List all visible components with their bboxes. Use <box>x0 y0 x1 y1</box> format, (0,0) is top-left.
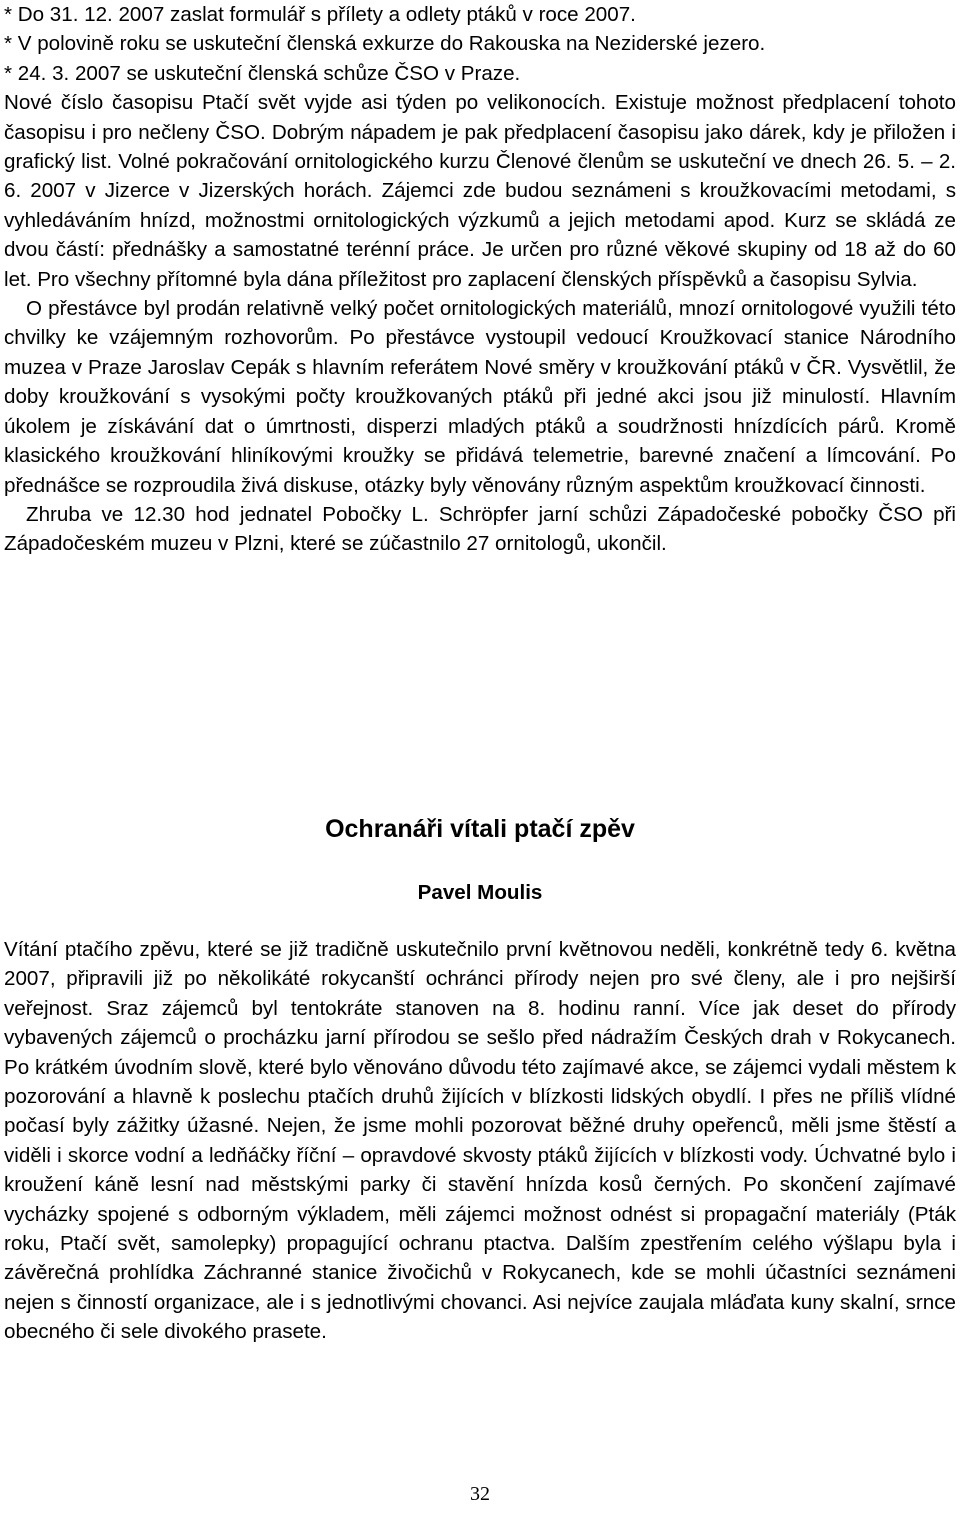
report-note-1: * Do 31. 12. 2007 zaslat formulář s přílety a odlety ptáků v roce 2007. <box>4 3 636 26</box>
article-title: Ochranáři vítali ptačí zpěv <box>325 815 635 843</box>
article-author: Pavel Moulis <box>417 881 543 904</box>
report-note-3: * 24. 3. 2007 se uskuteční členská schůze ČSO v Praze. <box>4 61 521 85</box>
article-paragraph: Vítání ptačího zpěvu, které se již tradičně uskutečnilo první květnovou neděli, konkrétně tedy 6. května 2007, připravili již po několikáté rokycanští ochránci přírody nejen pro své členy, ale i pro nejširší veřejnost. Sraz zájemců byl tentokráte stanoven na 8. hodinu ranní. Více jak deset do přírody vybavených zájemců o procházku jarní přírodou se sešlo před nádražím Českých drah v Rokycanech. Po krátkém úvodním slově, které bylo věnováno důvodu této zajímavé akce, se zájemci vydali městem k pozorování a hlavně k poslechu ptačích druhů žijících v blízkosti lidských obydlí. I přes ne příliš vlídné počasí byly zážitky úžasné. Nejen, že jsme mohli pozorovat běžné druhy opeřenců, měli jsme štěstí a viděli i skorce vodní a ledňáčky říční – opravdové skvosty ptáků žijících v blízkosti vody. Úchvatné bylo i kroužení káně lesní nad městskými parky či stavění hnízda kosů černých. Po skončení zajímavé vycházky spojené s odborným výkladem, měli zájemci možnost odnést si propagační materiály (Pták roku, Ptačí svět, samolepky) propagující ochranu ptactva. Dalším zpestřením celého výšlapu byla i závěrečná prohlídka Záchranné stanice živočichů v Rokycanech, kde se mohli účastníci seznámeni nejen s činností organizace, ale i s jednotlivými chovanci. Asi nejvíce zaujala mláďata kuny skalní, srnce obecného či sele divokého prasete. <box>4 938 956 1344</box>
report-paragraph: Zhruba ve 12.30 hod jednatel Pobočky L. Schröpfer jarní schůzi Západočeské pobočky ČSO při Západočeském muzeu v Plzni, které se zúčastnilo 27 ornitologů, ukončil. <box>4 502 956 556</box>
previous-report-section <box>4 0 956 559</box>
page-number: 32 <box>470 1483 490 1505</box>
report-paragraph: O přestávce byl prodán relativně velký počet ornitologických materiálů, mnozí ornitologové využili této chvilky ke vzájemným rozhovorům. Po přestávce vystoupil vedoucí Kroužkovací stanice Národního muzea v Praze Jaroslav Cepák s hlavním referátem Nové směry v kroužkování ptáků v ČR. Vysvětlil, že doby kroužkování s vysokými počty kroužkovaných ptáků při jedné akci jsou již minulostí. Hlavním úkolem je získávání dat o úmrtnosti, disperzi mladých ptáků a soudržnosti hnízdících párů. Kromě klasického kroužkování hliníkovými kroužky se přidává telemetrie, barevné značení a límcování. Po přednášce se rozproudila živá diskuse, otázky byly věnovány různým aspektům kroužkovací činnosti. <box>4 297 956 497</box>
article-body <box>4 935 956 1347</box>
report-paragraph: Nové číslo časopisu Ptačí svět vyjde asi týden po velikonocích. Existuje možnost předplacení tohoto časopisu i pro nečleny ČSO. Dobrým nápadem je pak předplacení časopisu jako dárek, kdy je přiložen i grafický list. Volné pokračování ornitologického kurzu Členové členům se uskuteční ve dnech 26. 5. – 2. 6. 2007 v Jizerce v Jizerských horách. Zájemci zde budou seznámeni s kroužkovacími metodami, s vyhledáváním hnízd, možnostmi ornitologických výzkumů a jejich metodami apod. Kurz se skládá ze dvou částí: přednášky a samostatné terénní práce. Je určen pro různé věkové skupiny od 18 až do 60 let. Pro všechny přítomné byla dána příležitost pro zaplacení členských příspěvků a časopisu Sylvia. <box>4 91 956 291</box>
report-note-2: * V polovině roku se uskuteční členská exkurze do Rakouska na Neziderské jezero. <box>4 32 766 56</box>
